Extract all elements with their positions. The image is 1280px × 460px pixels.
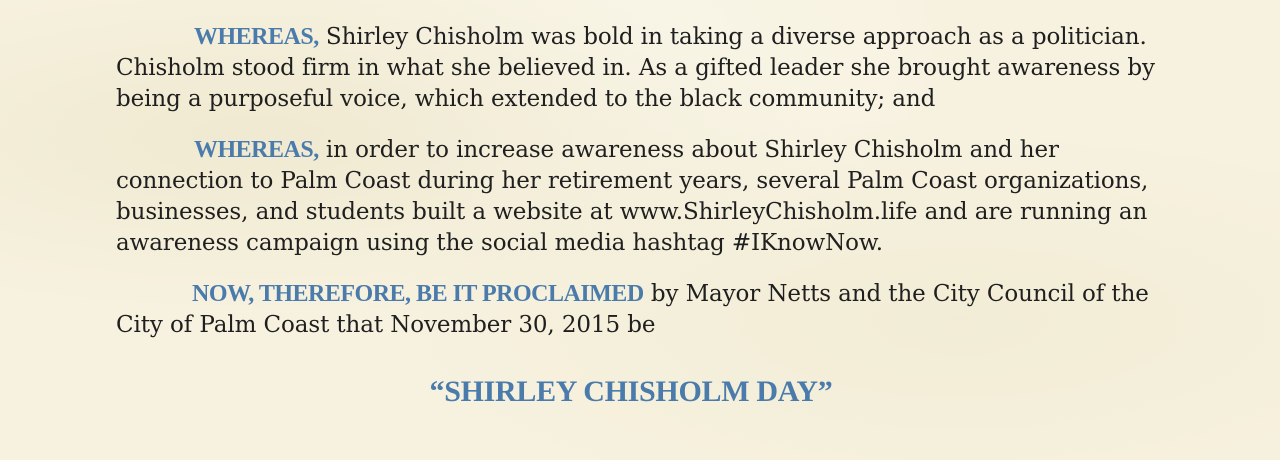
proclamation-body bbox=[116, 22, 1186, 409]
paragraph-text: in order to increase awareness about Shirley Chisholm and her connection to Palm Coast during her retirement years, several Palm Coast organizations, businesses, and students built a website at www.ShirleyChisholm.life and are running an awareness campaign using the social media hashtag #IKnowNow. bbox=[116, 137, 1149, 256]
whereas-paragraph-1 bbox=[116, 22, 1186, 115]
day-title: “SHIRLEY CHISHOLM DAY” bbox=[429, 375, 833, 408]
paragraph-text: Shirley Chisholm was bold in taking a diverse approach as a politician. Chisholm stood firm in what she believed in. As a gifted leader she brought awareness by being a purposeful voice, which extended to the black community; and bbox=[116, 24, 1155, 112]
whereas-keyword: WHEREAS, bbox=[194, 24, 319, 50]
proclaimed-keyword: NOW, THEREFORE, BE IT PROCLAIMED bbox=[192, 281, 644, 307]
paragraph-text: by Mayor Netts and the City Council of the City of Palm Coast that November 30, 2015 be bbox=[116, 281, 1149, 338]
whereas-keyword: WHEREAS, bbox=[194, 137, 319, 163]
proclamation-paragraph bbox=[116, 279, 1186, 341]
whereas-paragraph-2 bbox=[116, 135, 1186, 259]
